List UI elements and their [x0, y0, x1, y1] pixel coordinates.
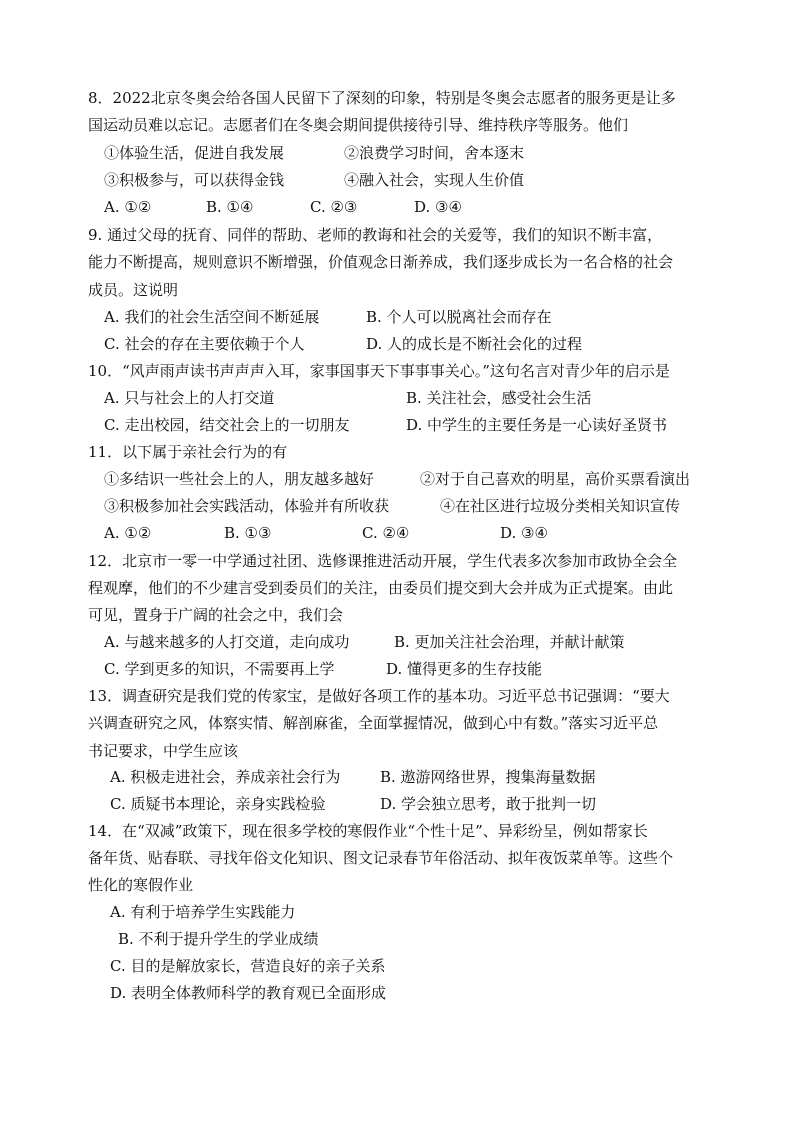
question-12-stem-line-2: 程观摩，他们的不少建言受到委员们的关注，由委员们提交到大会并成为正式提案。由此 [88, 579, 674, 597]
question-8-stem-line-1: 8．2022北京冬奥会给各国人民留下了深刻的印象，特别是冬奥会志愿者的服务更是让多 [88, 89, 676, 107]
statement: ①多结识一些社会上的人，朋友越多越好 [104, 470, 375, 488]
option-c[interactable]: C. 社会的存在主要依赖于个人 [104, 335, 305, 353]
option-a[interactable]: A. 积极走进社会，养成亲社会行为 [110, 768, 341, 786]
question-14-stem-line-3: 性化的寒假作业 [88, 876, 194, 894]
option-c[interactable]: C. 质疑书本理论，亲身实践检验 [110, 795, 326, 813]
option-d[interactable]: D. 懂得更多的生存技能 [386, 660, 543, 678]
option-d[interactable]: D. ③④ [414, 198, 462, 216]
option-d[interactable]: D. 学会独立思考，敢于批判一切 [380, 795, 597, 813]
question-14-stem-line-2: 备年货、贴春联、寻找年俗文化知识、图文记录春节年俗活动、拟年夜饭菜单等。这些个 [88, 849, 674, 867]
option-b[interactable]: B. 关注社会，感受社会生活 [406, 389, 592, 407]
option-a[interactable]: A. 只与社会上的人打交道 [104, 389, 275, 407]
option-b[interactable]: B. 遨游网络世界，搜集海量数据 [380, 768, 596, 786]
option-c[interactable]: C. 目的是解放家长，营造良好的亲子关系 [110, 957, 386, 975]
question-13-stem-line-2: 兴调查研究之风，体察实情、解剖麻雀，全面掌握情况，做到心中有数。”落实习近平总 [88, 714, 659, 732]
question-13-stem-line-1: 13．调查研究是我们党的传家宝，是做好各项工作的基本功。习近平总书记强调：“要大 [88, 687, 670, 705]
option-c[interactable]: C. ②④ [362, 524, 410, 542]
option-a[interactable]: A. ①② [104, 198, 152, 216]
question-12-stem-line-3: 可见，置身于广阔的社会之中，我们会 [88, 606, 344, 624]
option-c[interactable]: C. ②③ [310, 198, 358, 216]
option-b[interactable]: B. 不利于提升学生的学业成绩 [118, 930, 319, 948]
option-d[interactable]: D. ③④ [500, 524, 548, 542]
statement: ②对于自己喜欢的明星，高价买票看演出 [420, 470, 691, 488]
option-d[interactable]: D. 表明全体教师科学的教育观已全面形成 [110, 984, 387, 1002]
question-13-stem-line-3: 书记要求，中学生应该 [88, 742, 239, 760]
question-8-stem-line-2: 国运动员难以忘记。志愿者们在冬奥会期间提供接待引导、维持秩序等服务。他们 [88, 116, 629, 134]
option-d[interactable]: D. 人的成长是不断社会化的过程 [366, 335, 583, 353]
option-a[interactable]: A. 有利于培养学生实践能力 [110, 903, 296, 921]
question-12-stem-line-1: 12．北京市一零一中学通过社团、选修课推进活动开展，学生代表多次参加市政协全会全 [88, 552, 678, 570]
statement: ④融入社会，实现人生价值 [344, 171, 525, 189]
option-b[interactable]: B. ①④ [206, 198, 254, 216]
statement: ②浪费学习时间，舍本逐末 [344, 144, 525, 162]
question-14-stem-line-1: 14．在“双减”政策下，现在很多学校的寒假作业“个性十足”、异彩纷呈，例如帮家长 [88, 822, 648, 840]
option-b[interactable]: B. 个人可以脱离社会而存在 [366, 308, 552, 326]
option-b[interactable]: B. 更加关注社会治理，并献计献策 [394, 633, 625, 651]
question-9-stem-line-3: 成员。这说明 [88, 281, 179, 299]
statement: ①体验生活，促进自我发展 [104, 144, 285, 162]
option-a[interactable]: A. ①② [104, 524, 152, 542]
option-a[interactable]: A. 我们的社会生活空间不断延展 [104, 308, 320, 326]
option-b[interactable]: B. ①③ [224, 524, 272, 542]
question-9-stem-line-1: 9. 通过父母的抚育、同伴的帮助、老师的教诲和社会的关爱等，我们的知识不断丰富， [88, 226, 663, 244]
statement: ③积极参加社会实践活动，体验并有所收获 [104, 497, 390, 515]
question-10-stem-line-1: 10．“风声雨声读书声声声入耳，家事国事天下事事事关心。”这句名言对青少年的启示是 [88, 362, 670, 380]
statement: ④在社区进行垃圾分类相关知识宣传 [440, 497, 681, 515]
option-d[interactable]: D. 中学生的主要任务是一心读好圣贤书 [406, 416, 668, 434]
option-a[interactable]: A. 与越来越多的人打交道，走向成功 [104, 633, 350, 651]
question-9-stem-line-2: 能力不断提高，规则意识不断增强，价值观念日渐养成，我们逐步成长为一名合格的社会 [88, 253, 674, 271]
statement: ③积极参与，可以获得金钱 [104, 171, 285, 189]
option-c[interactable]: C. 学到更多的知识，不需要再上学 [104, 660, 335, 678]
question-11-stem-line-1: 11．以下属于亲社会行为的有 [88, 443, 288, 461]
option-c[interactable]: C. 走出校园，结交社会上的一切朋友 [104, 416, 350, 434]
